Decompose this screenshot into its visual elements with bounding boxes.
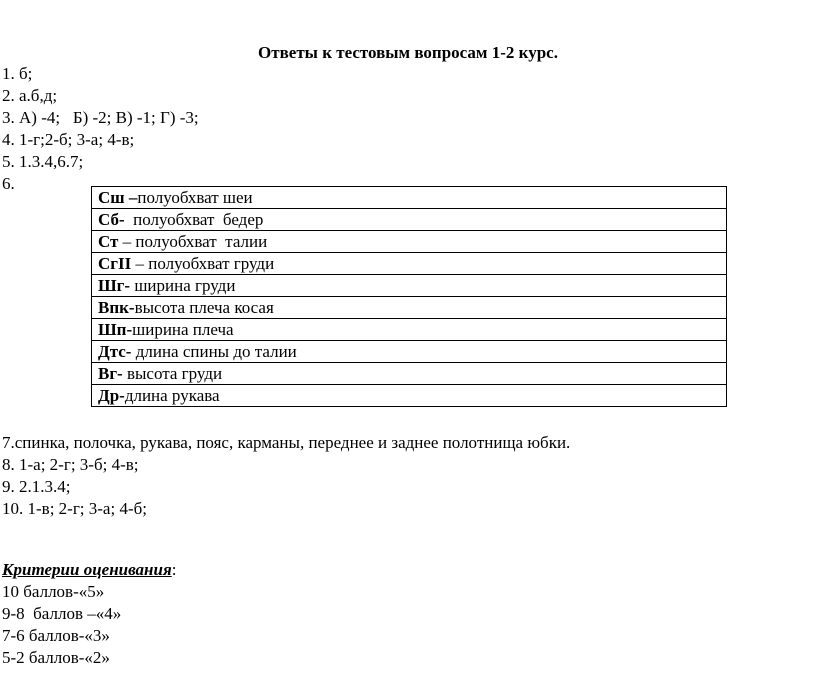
answer-10: 10. 1-в; 2-г; 3-а; 4-б; <box>2 499 147 518</box>
table-cell <box>92 187 727 209</box>
term-desc: длина рукава <box>124 385 220 405</box>
term-desc: – полуобхват талии <box>118 231 268 251</box>
table-row <box>92 275 727 297</box>
answer-9: 9. 2.1.3.4; <box>2 477 71 496</box>
answer-3: 3. А) -4; Б) -2; В) -1; Г) -3; <box>2 108 199 127</box>
criteria-item: 9-8 баллов –«4» <box>2 604 122 623</box>
term-abbr: Вг- <box>98 363 123 383</box>
answer-7: 7.спинка, полочка, рукава, пояс, карманы, переднее и заднее полотнища юбки. <box>2 433 571 452</box>
table-row <box>92 319 727 341</box>
criteria-item: 7-6 баллов-«3» <box>2 626 110 645</box>
table-row <box>92 385 727 407</box>
term-abbr: Ст <box>98 231 119 251</box>
answer-2: 2. а.б,д; <box>2 86 58 105</box>
term-abbr: Шп- <box>98 319 133 339</box>
table-row <box>92 231 727 253</box>
term-desc: – полуобхват груди <box>131 253 275 273</box>
table-cell <box>92 253 727 275</box>
answer-1: 1. б; <box>2 64 33 83</box>
criteria-heading-line <box>2 560 176 580</box>
term-abbr: Сш – <box>98 187 138 207</box>
document-title: Ответы к тестовым вопросам 1-2 курс. <box>258 43 558 62</box>
term-abbr: Шг- <box>98 275 131 295</box>
answer-5: 5. 1.3.4,6.7; <box>2 152 84 171</box>
table-cell <box>92 363 727 385</box>
criteria-colon: : <box>171 560 177 579</box>
table-cell <box>92 209 727 231</box>
answer-6: 6. <box>2 174 15 193</box>
term-abbr: Сб- <box>98 209 125 229</box>
term-abbr: СгII <box>98 253 132 273</box>
term-desc: ширина груди <box>130 275 236 295</box>
term-desc: высота груди <box>122 363 223 383</box>
table-row <box>92 341 727 363</box>
answer-4: 4. 1-г;2-б; 3-а; 4-в; <box>2 130 135 149</box>
term-desc: высота плеча косая <box>134 297 274 317</box>
term-abbr: Др- <box>98 385 125 405</box>
answer-8: 8. 1-а; 2-г; 3-б; 4-в; <box>2 455 139 474</box>
table-row <box>92 253 727 275</box>
criteria-heading: Критерии оценивания <box>2 560 172 579</box>
table-cell <box>92 297 727 319</box>
table-row <box>92 297 727 319</box>
term-desc: длина спины до талии <box>131 341 297 361</box>
table-row <box>92 209 727 231</box>
table-cell <box>92 341 727 363</box>
criteria-item: 10 баллов-«5» <box>2 582 105 601</box>
term-abbr: Дтс- <box>98 341 132 361</box>
criteria-item: 5-2 баллов-«2» <box>2 648 110 667</box>
table-cell <box>92 275 727 297</box>
table-cell <box>92 385 727 407</box>
term-abbr: Впк- <box>98 297 135 317</box>
table-row <box>92 363 727 385</box>
term-desc: полуобхват шеи <box>137 187 253 207</box>
term-desc: полуобхват бедер <box>124 209 264 229</box>
table-cell <box>92 319 727 341</box>
table-row <box>92 187 727 209</box>
table-cell <box>92 231 727 253</box>
term-desc: ширина плеча <box>132 319 234 339</box>
measurements-table <box>91 186 727 407</box>
